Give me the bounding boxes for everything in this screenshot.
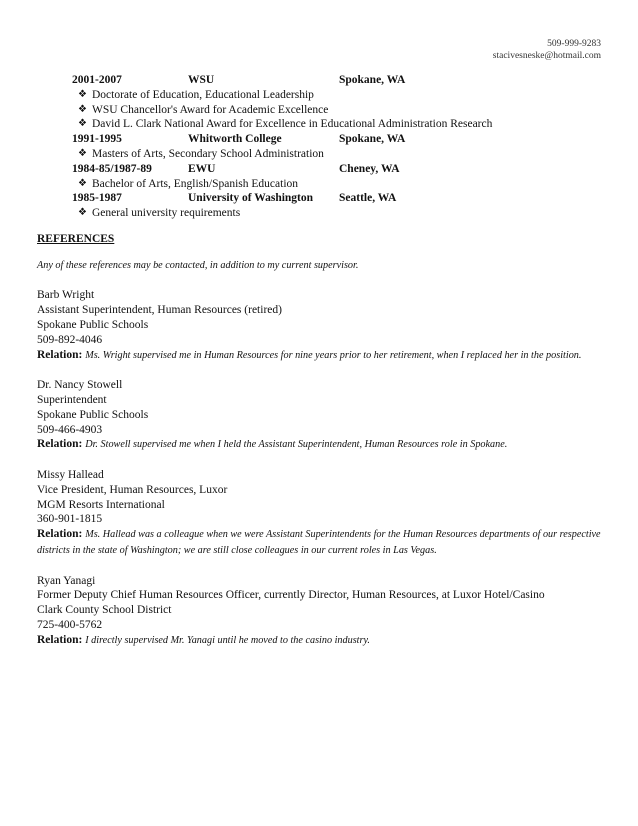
education-item-text: David L. Clark National Award for Excellence in Educational Administration Research xyxy=(92,118,493,131)
reference-phone: 360-901-1815 xyxy=(37,513,103,526)
education-location: Cheney, WA xyxy=(339,162,400,175)
education-dates: 1991-1995 xyxy=(72,133,122,146)
reference-org: MGM Resorts International xyxy=(37,498,165,511)
education-item-text: Bachelor of Arts, English/Spanish Education xyxy=(92,177,299,190)
education-item xyxy=(72,177,612,192)
education-section xyxy=(72,73,612,221)
reference-title: Assistant Superintendent, Human Resources (retired) xyxy=(37,304,282,317)
reference-org: Spokane Public Schools xyxy=(37,318,149,331)
education-item xyxy=(72,147,612,162)
education-item xyxy=(72,103,612,118)
education-entry xyxy=(72,132,612,147)
education-item-text: Masters of Arts, Secondary School Administration xyxy=(92,147,324,160)
education-location: Spokane, WA xyxy=(339,133,406,146)
relation-label: Relation: xyxy=(37,528,83,541)
education-item-text: WSU Chancellor's Award for Academic Excellence xyxy=(92,103,329,116)
diamond-bullet-icon: ❖ xyxy=(78,147,87,159)
reference-entry xyxy=(37,378,607,453)
reference-name: Dr. Nancy Stowell xyxy=(37,379,123,392)
reference-title: Superintendent xyxy=(37,393,107,406)
education-school: University of Washington xyxy=(188,192,314,205)
education-location: Spokane, WA xyxy=(339,74,406,86)
references-section xyxy=(37,232,607,649)
education-entry xyxy=(72,191,612,206)
contact-block xyxy=(493,38,601,62)
reference-entry xyxy=(37,288,607,363)
reference-name: Barb Wright xyxy=(37,289,95,302)
education-item-text: Doctorate of Education, Educational Leadership xyxy=(92,88,314,101)
reference-relation xyxy=(37,348,607,364)
reference-relation xyxy=(37,437,607,453)
education-school: Whitworth College xyxy=(188,133,282,146)
references-heading: REFERENCES xyxy=(37,233,115,245)
diamond-bullet-icon: ❖ xyxy=(78,118,87,130)
education-school: WSU xyxy=(188,74,215,86)
relation-label: Relation: xyxy=(37,348,83,361)
references-intro: Any of these references may be contacted, in addition to my current supervisor. xyxy=(37,259,359,271)
reference-name: Ryan Yanagi xyxy=(37,574,96,587)
reference-entry xyxy=(37,574,607,649)
reference-relation xyxy=(37,527,607,559)
education-item-text: General university requirements xyxy=(92,207,241,220)
relation-text: Ms. Hallead was a colleague when we were Assistant Superintendents for the Human Resources departments of our respective districts in the state of Washington; we are still close colleagues in our current roles in Las Vegas. xyxy=(37,529,601,556)
education-dates: 1985-1987 xyxy=(72,192,122,205)
education-entry xyxy=(72,162,612,177)
education-school: EWU xyxy=(188,162,216,175)
reference-title: Former Deputy Chief Human Resources Officer, currently Director, Human Resources, at Luxor Hotel/Casino xyxy=(37,589,545,602)
relation-text: I directly supervised Mr. Yanagi until he moved to the casino industry. xyxy=(85,634,370,646)
relation-label: Relation: xyxy=(37,438,83,451)
contact-phone: 509-999-9283 xyxy=(547,39,601,49)
reference-phone: 509-892-4046 xyxy=(37,333,103,346)
diamond-bullet-icon: ❖ xyxy=(78,88,87,100)
reference-org: Spokane Public Schools xyxy=(37,408,149,421)
education-dates: 2001-2007 xyxy=(72,74,122,86)
education-item xyxy=(72,88,612,103)
reference-phone: 725-400-5762 xyxy=(37,618,103,631)
education-dates: 1984-85/1987-89 xyxy=(72,162,152,175)
education-item xyxy=(72,117,612,132)
diamond-bullet-icon: ❖ xyxy=(78,177,87,189)
relation-text: Ms. Wright supervised me in Human Resources for nine years prior to her retirement, when I replaced her in the position. xyxy=(85,349,582,361)
education-location: Seattle, WA xyxy=(339,192,397,205)
reference-relation xyxy=(37,633,607,649)
reference-name: Missy Hallead xyxy=(37,468,104,481)
reference-phone: 509-466-4903 xyxy=(37,423,103,436)
diamond-bullet-icon: ❖ xyxy=(78,103,87,115)
contact-email: stacivesneske@hotmail.com xyxy=(492,51,601,61)
relation-text: Dr. Stowell supervised me when I held the Assistant Superintendent, Human Resources role in Spokane. xyxy=(85,439,508,451)
reference-title: Vice President, Human Resources, Luxor xyxy=(37,483,228,496)
reference-org: Clark County School District xyxy=(37,604,172,617)
education-item xyxy=(72,206,612,221)
education-entry xyxy=(72,73,612,88)
reference-entry xyxy=(37,468,607,559)
diamond-bullet-icon: ❖ xyxy=(78,207,87,219)
relation-label: Relation: xyxy=(37,633,83,646)
